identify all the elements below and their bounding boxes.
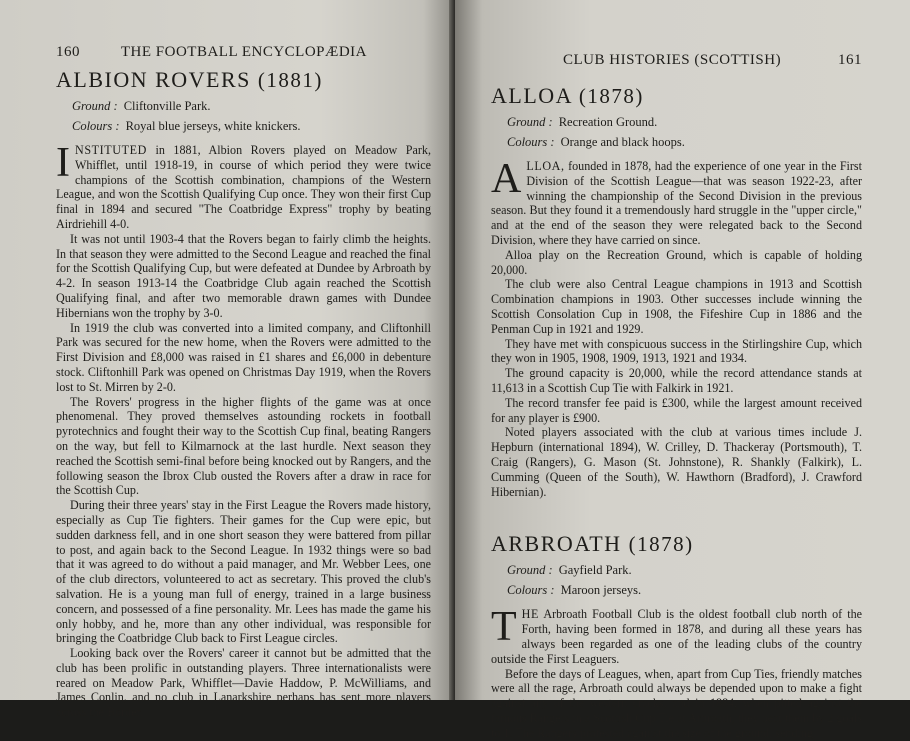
club-year: (1881) xyxy=(257,68,323,92)
article-body-alloa xyxy=(491,156,862,499)
left-running-title: THE FOOTBALL ENCYCLOPÆDIA xyxy=(120,44,367,60)
paragraph-text: Arbroath Football Club is the oldest football club north of the Forth, having been formed in 1878, and during all these years has always been regarded as one of the leading clubs of the country outside the First Leaguers. xyxy=(491,607,862,666)
colours-line xyxy=(507,581,862,599)
club-name: ALLOA xyxy=(491,83,572,108)
paragraph: In 1919 the club was converted into a limited company, and Cliftonhill Park was secured for the new home, when the Rovers were admitted to the First Division and £8,000 was raised in £1 shares and £6,000 in debenture stock. Cliftonhill Park was opened on Christmas Day 1919, when the Rovers lost to St. Mirren by 2-0. xyxy=(56,320,431,394)
colours-value: Orange and black hoops. xyxy=(560,135,685,149)
paragraph: The record transfer fee paid is £300, while the largest amount received for any player is £900. xyxy=(491,395,862,425)
colours-label: Colours : xyxy=(72,119,120,133)
paragraph xyxy=(491,156,862,248)
paragraph xyxy=(56,140,431,232)
paragraph: Noted players associated with the club at various times include J. Hepburn (international 1894), W. Crilley, D. Thackeray (Portsmouth), T. Craig (Rangers), G. Mason (St. Johnstone), R. Shankly (Falkirk), L. Cumming (Queen of the South), W. Hawthorn (Bradford), J. Crawford Hibernian). xyxy=(491,425,862,499)
ground-label: Ground : xyxy=(72,99,118,113)
first-word: LLOA, xyxy=(526,159,565,173)
colours-value: Maroon jerseys. xyxy=(560,583,642,598)
paragraph: The ground capacity is 20,000, while the record attendance stands at 11,613 in a Scottish Cup Tie with Falkirk in 1921. xyxy=(491,366,862,395)
colours-line xyxy=(72,117,431,135)
club-name: ALBION ROVERS xyxy=(56,67,251,92)
left-page xyxy=(0,0,455,720)
colours-line xyxy=(507,133,862,151)
club-name: ARBROATH xyxy=(491,531,622,557)
section-divider xyxy=(491,499,862,525)
paragraph-text: in 1881, Albion Rovers played on Meadow Park, Whifflet, until 1918-19, in course of which period they were twice champions of the Scottish combination, champions of the Western League, and won the Scottish Qualifying Cup once. They won their first Cup final in 1894 and secured "The Coatbridge Express" trophy by beating Airdriehill 4-0. xyxy=(56,143,431,231)
colours-value: Royal blue jerseys, white knickers. xyxy=(125,119,301,133)
drop-cap: T xyxy=(491,604,517,651)
ground-line xyxy=(72,97,431,115)
paragraph: During their three years' stay in the First League the Rovers made history, especially as Cup Tie fighters. Their games for the Cup were epic, but sudden darkness fell, and in one short season they were battered from pillar to post, and again back to the Second League. In 1932 things were so bad that it was agreed to do without a paid manager, and Mr. Webber Lees, one of the club directors, volunteered to act as secretary. This proved the club's salvation. He is a young man full of energy, trained in a large business concern, and possessed of a fine personality. Mr. Lees has made the game his only hobby, and he, more than any other individual, was responsible for bringing the Coatbridge Club back to First League circles. xyxy=(56,498,431,646)
ground-line xyxy=(507,113,862,131)
article-body-arbroath xyxy=(491,604,862,740)
drop-cap: I xyxy=(56,140,70,186)
paragraph: Alloa play on the Recreation Ground, which is capable of holding 20,000. xyxy=(491,247,862,277)
ground-line xyxy=(507,561,862,579)
first-word: NSTITUTED xyxy=(75,143,147,157)
paragraph: Looking back over the Rovers' career it cannot but be admitted that the club has been prolific in outstanding players. Three internationalists were reared on Meadow Park, Whifflet—Davie Haddow, P. McWilliams, and James Conlin, and no club in Lanarkshire perhaps has sent more players across the Border. xyxy=(56,646,431,720)
paragraph: The Rovers' progress in the higher flights of the game was at once phenomenal. They proved themselves astounding rockets in football pyrotechnics and fought their way to the Scottish Cup final, beating Rangers on the way, but fell to Kilmarnock at the last hurdle. Next season they reached the Scottish semi-final before being knocked out by Rangers, and the following season the Ibrox Club ousted the Rovers after a draw in race for the Scottish Cup. xyxy=(56,394,431,498)
right-page xyxy=(455,0,910,740)
colours-label: Colours : xyxy=(507,583,555,598)
colours-label: Colours : xyxy=(507,135,555,149)
right-running-title: CLUB HISTORIES (SCOTTISH) xyxy=(563,52,782,68)
club-year: (1878) xyxy=(578,84,644,108)
article-body-albion xyxy=(56,140,431,720)
club-title-albion-rovers xyxy=(56,67,431,93)
club-title-alloa xyxy=(491,83,862,109)
paragraph-text: founded in 1878, had the experience of one year in the First Division of the Scottish League—that was season 1922-23, after winning the championship of the Second Division in the previous season. But they found it a tremendously hard struggle in the "upper circle," and at the end of the season they were relegated back to the Second Division, where they have carried on since. xyxy=(491,159,862,247)
ground-value: Cliftonville Park. xyxy=(123,99,211,113)
club-year: (1878) xyxy=(628,532,694,557)
paragraph: The club were also Central League champions in 1913 and Scottish Combination champions in 1903. Other successes include winning the Scottish Consolation Cup in 1908, the Fifeshire Cup in 1886 and the Penman Cup in 1921 and 1929. xyxy=(491,277,862,336)
right-page-number: 161 xyxy=(838,52,862,68)
ground-label: Ground : xyxy=(507,115,553,129)
club-title-arbroath xyxy=(491,531,862,557)
ground-label: Ground : xyxy=(507,563,553,578)
paragraph: Before the days of Leagues, when, apart from Cup Ties, friendly matches were all the rage, Arbroath could always be depended upon to make a fight against any of the western cracks, and in 1884, when pitted against the famous Rangers in a Scottish Cup Tie at Arbroath, they beat them by 2 goals to 1. The Rangers protested against the size of the ground, sending xyxy=(491,666,862,740)
right-running-head xyxy=(491,52,862,69)
first-word: HE xyxy=(521,607,539,622)
drop-cap: A xyxy=(491,156,522,202)
left-page-number: 160 xyxy=(56,44,80,60)
ground-value: Recreation Ground. xyxy=(558,115,658,129)
paragraph xyxy=(491,604,862,666)
ground-value: Gayfield Park. xyxy=(558,563,632,578)
paragraph: It was not until 1903-4 that the Rovers began to fairly climb the heights. In that season they were admitted to the Second League and reached the final for the Scottish Qualifying Cup, but were defeated at Dundee by Arbroath by 4-2. In season 1913-14 the Coatbridge Club again reached the Scottish Qualifying final, and after two memorable drawn games with Dundee Hibernians won the trophy by 3-0. xyxy=(56,231,431,320)
paragraph: They have met with conspicuous success in the Stirlingshire Cup, which they won in 1905, 1908, 1909, 1913, 1921 and 1934. xyxy=(491,336,862,366)
left-running-head xyxy=(56,44,431,61)
